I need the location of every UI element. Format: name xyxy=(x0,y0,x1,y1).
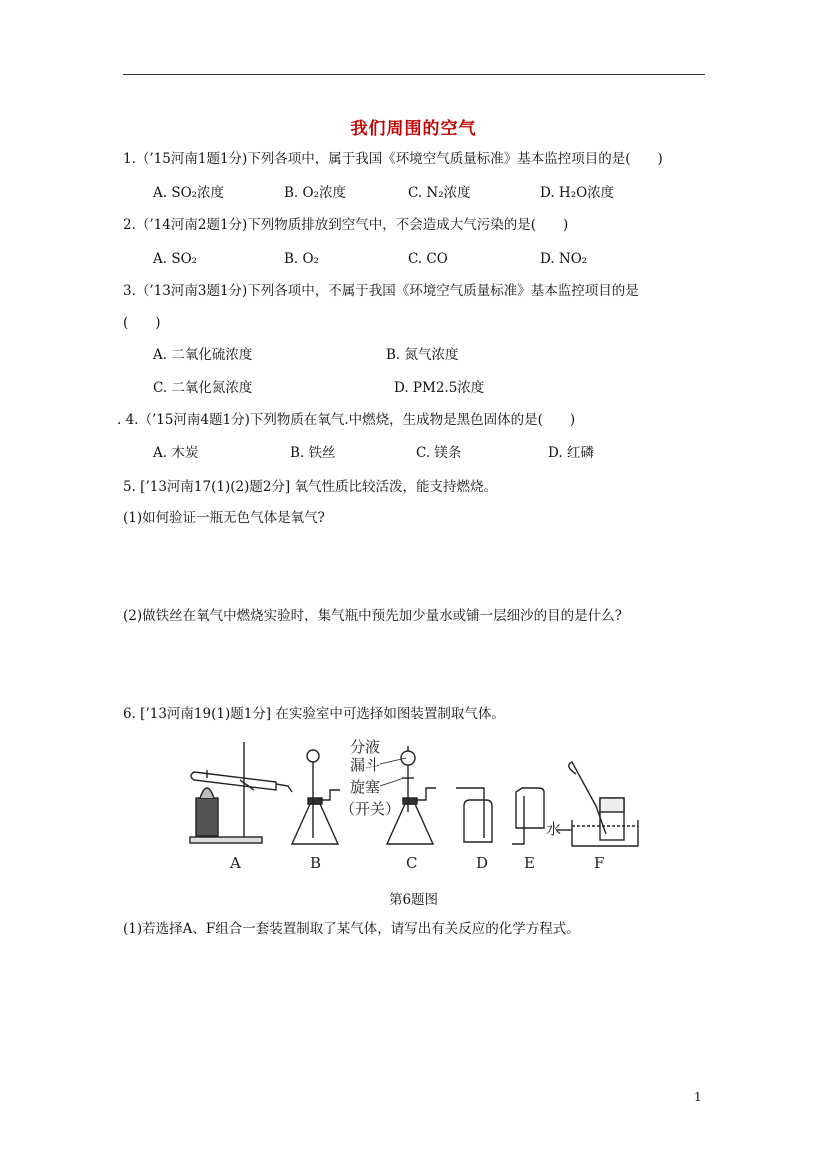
label-c: C xyxy=(406,854,418,872)
q2-option-d: D. NO₂ xyxy=(540,251,588,267)
apparatus-d xyxy=(456,788,492,842)
apparatus-e xyxy=(512,788,544,844)
q4-option-c: C. 镁条 xyxy=(416,445,462,461)
page-title: 我们周围的空气 xyxy=(350,119,477,139)
q3-option-a: A. 二氧化硫浓度 xyxy=(153,347,253,363)
q6-subquestion-1: (1)若选择A、F组合一套装置制取了某气体，请写出有关反应的化学方程式。 xyxy=(123,921,580,937)
q3-option-c: C. 二氧化氮浓度 xyxy=(153,380,253,396)
page-number: 1 xyxy=(694,1090,702,1104)
q6-stem: 6. [’13河南19(1)题1分] 在实验室中可选择如图装置制取气体。 xyxy=(123,706,505,722)
q5-subquestion-2: (2)做铁丝在氧气中燃烧实验时，集气瓶中预先加少量水或铺一层细沙的目的是什么? xyxy=(123,608,622,624)
apparatus-figure xyxy=(180,734,650,874)
label-d: D xyxy=(476,854,489,872)
q1-option-d: D. H₂O浓度 xyxy=(540,185,615,201)
q5-subquestion-1: (1)如何验证一瓶无色气体是氧气? xyxy=(123,510,325,526)
label-f: F xyxy=(594,854,605,872)
label-water: 水 xyxy=(546,820,562,838)
label-b: B xyxy=(310,854,322,872)
q3-stem: 3.（’13河南3题1分)下列各项中，不属于我国《环境空气质量标准》基本监控项目的是 xyxy=(123,283,639,299)
header-rule xyxy=(123,74,705,75)
label-stopcock: 旋塞 xyxy=(350,778,381,796)
q2-option-c: C. CO xyxy=(408,251,448,267)
q2-stem: 2.（’14河南2题1分)下列物质排放到空气中，不会造成大气污染的是( ) xyxy=(123,217,569,233)
q4-option-a: A. 木炭 xyxy=(153,445,199,461)
q1-option-b: B. O₂浓度 xyxy=(284,185,346,201)
q3-option-d: D. PM2.5浓度 xyxy=(394,380,485,396)
q1-stem: 1.（’15河南1题1分)下列各项中，属于我国《环境空气质量标准》基本监控项目的是( ) xyxy=(123,151,663,167)
q1-option-a: A. SO₂浓度 xyxy=(153,185,225,201)
label-switch: （开关） xyxy=(340,800,401,818)
q2-option-b: B. O₂ xyxy=(284,251,319,267)
apparatus-b xyxy=(292,750,340,844)
q4-stem: . 4.（’15河南4题1分)下列物质在氧气.中燃烧，生成物是黑色固体的是( ) xyxy=(117,412,576,428)
figure-caption: 第6题图 xyxy=(388,892,439,908)
apparatus-a xyxy=(190,742,292,843)
q4-option-b: B. 铁丝 xyxy=(290,445,336,461)
q3-option-b: B. 氮气浓度 xyxy=(386,347,459,363)
q2-option-a: A. SO₂ xyxy=(153,251,198,267)
apparatus-f xyxy=(556,762,638,846)
q3-stem-continued: ( ) xyxy=(123,315,161,331)
label-funnel: 分液 xyxy=(350,738,381,756)
label-funnel-2: 漏斗 xyxy=(350,756,381,774)
q5-stem: 5. [’13河南17(1)(2)题2分] 氧气性质比较活泼，能支持燃烧。 xyxy=(123,479,497,495)
q1-option-c: C. N₂浓度 xyxy=(408,185,471,201)
label-a: A xyxy=(230,854,241,872)
q4-option-d: D. 红磷 xyxy=(548,445,594,461)
label-e: E xyxy=(524,854,535,872)
